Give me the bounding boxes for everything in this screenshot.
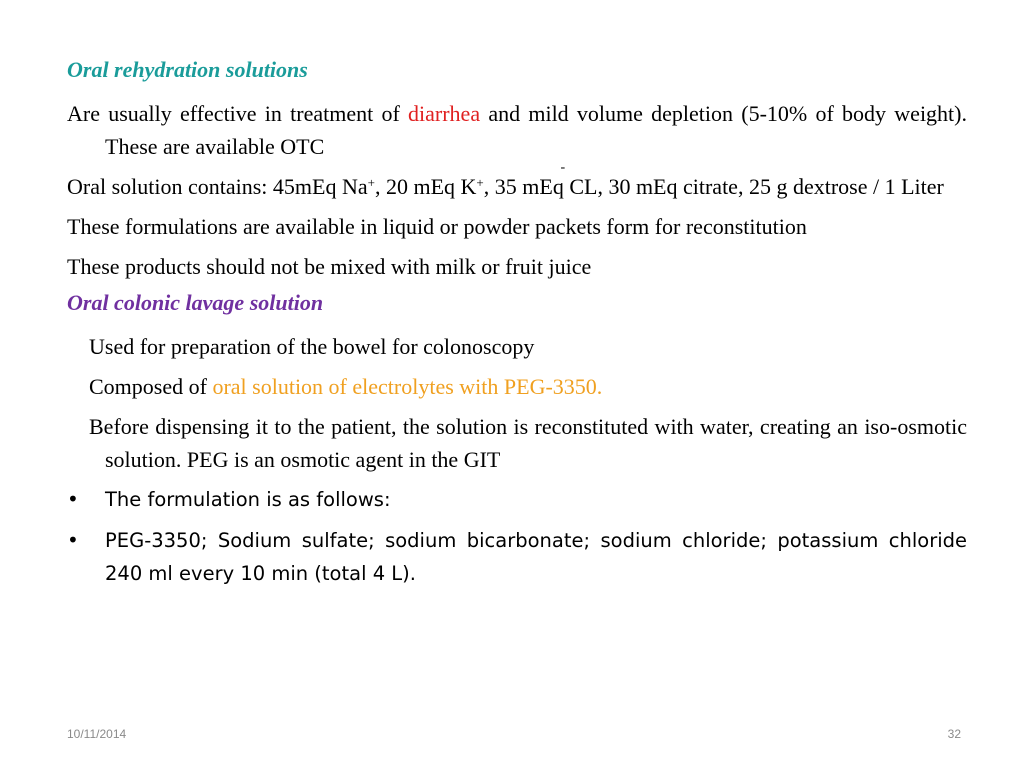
section-heading-oral-rehydration: Oral rehydration solutions	[67, 57, 308, 82]
composition-text-a: Oral solution contains: 45mEq Na	[67, 174, 368, 199]
paragraph-mixing-warning: These products should not be mixed with milk or fruit juice	[67, 254, 592, 279]
footer-date: 10/11/2014	[67, 727, 127, 741]
slide-content	[67, 56, 967, 598]
footer-page-number: 32	[947, 727, 961, 741]
composition-text-c: , 35 mEq CL	[483, 174, 598, 199]
composition-text-d: , 30 mEq citrate, 25 g dextrose / 1 Liter	[597, 174, 944, 199]
bullet-text: The formulation is as follows:	[105, 488, 391, 511]
bullet-icon: •	[67, 487, 79, 511]
list-item	[67, 524, 967, 590]
composed-of-text: Composed of	[89, 374, 213, 399]
bullet-icon: •	[67, 528, 79, 552]
potassium-charge: +	[476, 175, 484, 190]
paragraph-effectiveness-text-b: and mild volume depletion (5-10% of body weight). These are available OTC	[105, 101, 967, 159]
highlight-diarrhea: diarrhea	[408, 101, 481, 126]
sodium-charge: +	[367, 175, 375, 190]
highlight-electrolytes-peg: oral solution of electrolytes with PEG-3350.	[212, 374, 603, 399]
paragraph-formulations: These formulations are available in liquid or powder packets form for reconstitution	[67, 214, 807, 239]
composition-text-b: , 20 mEq K	[374, 174, 477, 199]
paragraph-composition: Oral solution contains: 45mEq Na+, 20 mEq K+, 35 mEq CL - , 30 mEq citrate, 25 g dextrose / 1 Liter	[67, 160, 944, 199]
paragraph-composed-of	[89, 370, 967, 403]
section-heading-colonic-lavage: Oral colonic lavage solution	[67, 290, 324, 315]
list-item	[67, 483, 967, 516]
bullet-text: PEG-3350; Sodium sulfate; sodium bicarbonate; sodium chloride; potassium chloride 240 ml every 10 min (total 4 L).	[105, 529, 967, 585]
paragraph-dispensing: Before dispensing it to the patient, the solution is reconstituted with water, creating an iso-osmotic solution. PEG is an osmotic agent in the GIT	[89, 414, 967, 472]
paragraph-effectiveness-text-a: Are usually effective in treatment of	[67, 101, 409, 126]
paragraph-effectiveness	[67, 97, 967, 163]
paragraph-bowel-prep: Used for preparation of the bowel for colonoscopy	[89, 334, 535, 359]
